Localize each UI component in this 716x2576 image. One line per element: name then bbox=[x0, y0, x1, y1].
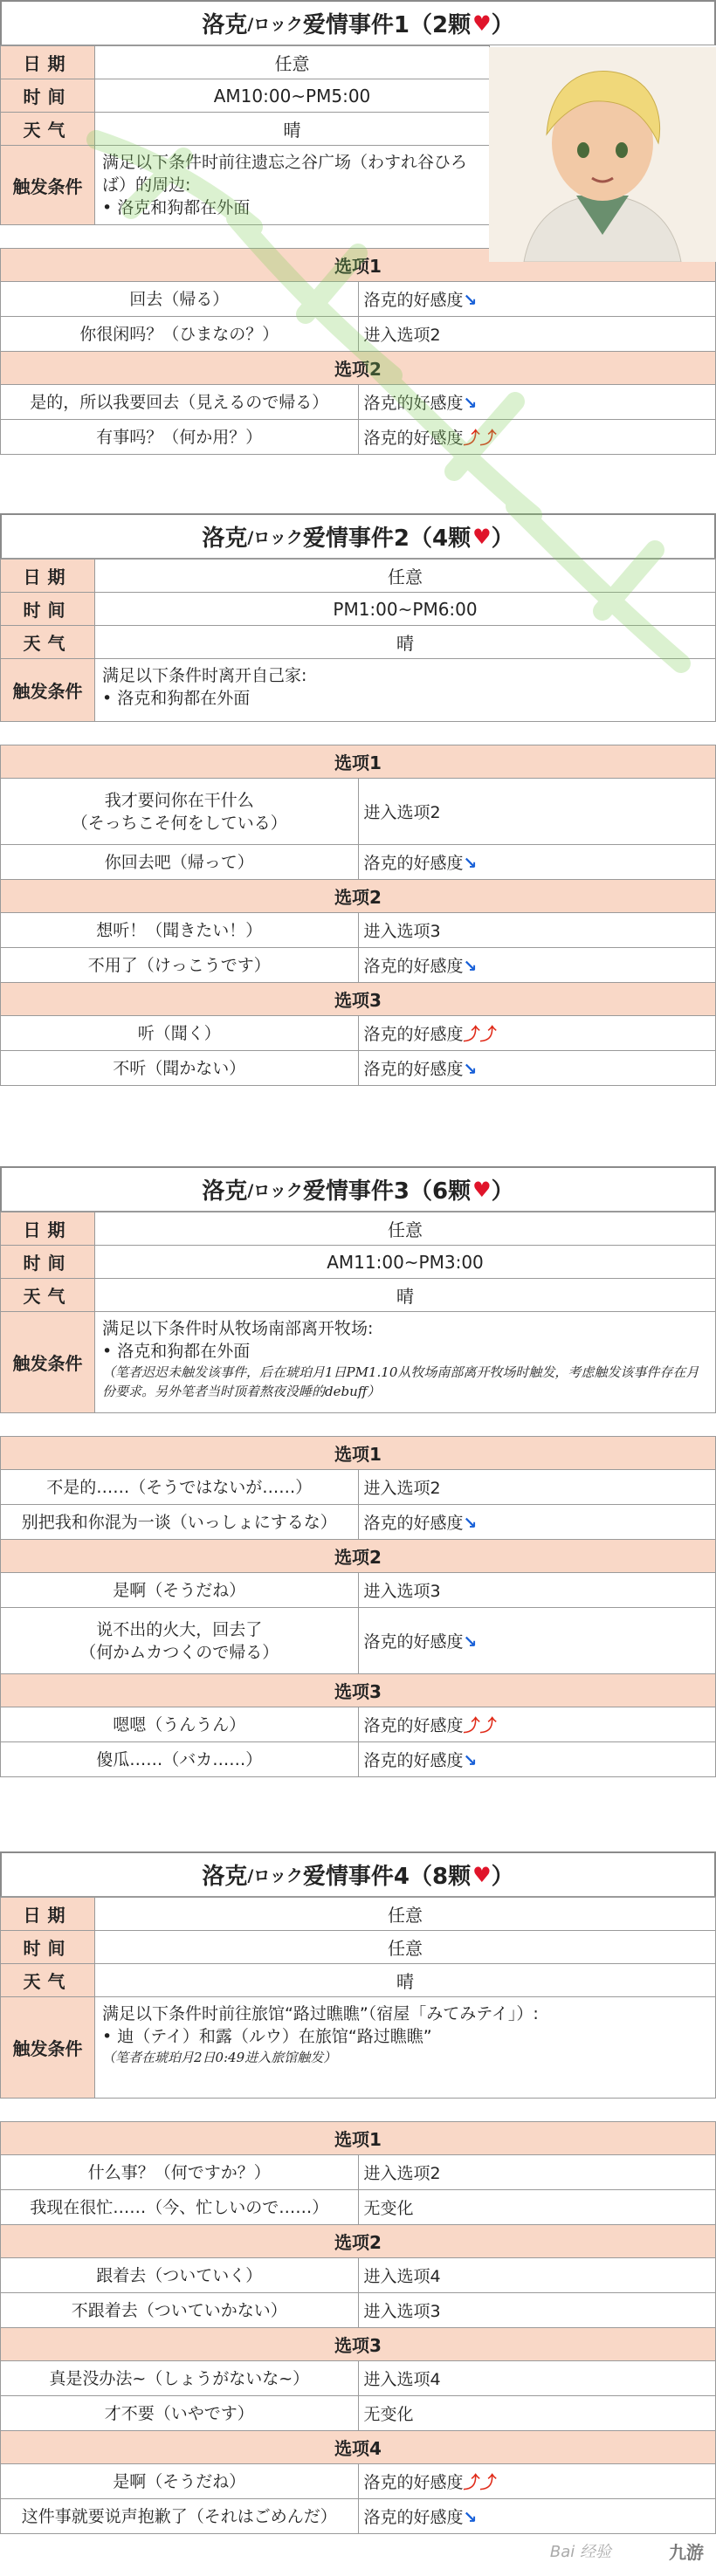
choice-line: 才不要（いやです） bbox=[104, 2403, 254, 2423]
choice-line: 你很闲吗？（ひまなの？） bbox=[79, 324, 279, 344]
event4-options-table bbox=[0, 2121, 716, 2534]
jiuyou-logo: 九游 bbox=[669, 2542, 704, 2563]
choice-line: 是啊（そうだね） bbox=[113, 2471, 246, 2491]
trigger-value bbox=[95, 146, 490, 225]
option-choice bbox=[1, 913, 359, 948]
option-group-header bbox=[1, 2328, 716, 2361]
choice-line: 说不出的火大，回去了 bbox=[96, 1619, 263, 1639]
option-choice bbox=[1, 2190, 359, 2225]
result-text: 进入选项4 bbox=[363, 2370, 441, 2389]
affection-up-icon: ⤴⤴ bbox=[463, 1025, 497, 1044]
option-result bbox=[358, 1608, 716, 1674]
result-text: 洛克的好感度 bbox=[363, 2508, 464, 2527]
weather-row bbox=[1, 1964, 716, 1997]
time-label: 时间 bbox=[1, 593, 95, 626]
option-choice bbox=[1, 2464, 359, 2499]
choice-line: 嗯嗯（うんうん） bbox=[113, 1714, 246, 1735]
choice-line: 想听！（聞きたい！） bbox=[96, 920, 263, 940]
title-rest: 爱情事件2（4颗 bbox=[302, 526, 472, 552]
affection-down-icon: ↘ bbox=[463, 1751, 478, 1770]
option-choice bbox=[1, 1608, 359, 1674]
option-result bbox=[358, 1742, 716, 1777]
option-choice bbox=[1, 845, 359, 880]
time-value: 任意 bbox=[95, 1931, 716, 1964]
option-result bbox=[358, 1505, 716, 1540]
option-group-header bbox=[1, 352, 716, 385]
result-text: 进入选项2 bbox=[363, 326, 441, 345]
affection-down-icon: ↘ bbox=[463, 1514, 478, 1533]
trigger-label: 触发条件 bbox=[1, 1312, 95, 1413]
choice-line: 是啊（そうだね） bbox=[113, 1580, 246, 1600]
option-group-header bbox=[1, 1437, 716, 1470]
title-rest: 爱情事件3（6颗 bbox=[302, 1178, 472, 1205]
option-result bbox=[358, 2293, 716, 2328]
option-result bbox=[358, 385, 716, 420]
choice-line: 什么事？（何ですか？） bbox=[87, 2162, 271, 2182]
title-close: ） bbox=[491, 12, 514, 38]
option-header-cell: 选项2 bbox=[1, 1540, 716, 1573]
result-text: 进入选项2 bbox=[363, 2164, 441, 2183]
choice-line: 不是的……（そうではないが……） bbox=[46, 1477, 313, 1497]
option-row bbox=[1, 2464, 716, 2499]
trigger-value bbox=[95, 659, 716, 722]
event2-title bbox=[0, 513, 716, 559]
trigger-value bbox=[95, 1312, 716, 1413]
option-choice bbox=[1, 420, 359, 455]
weather-value: 晴 bbox=[95, 113, 490, 146]
option-row bbox=[1, 1051, 716, 1086]
option-row bbox=[1, 1742, 716, 1777]
option-row bbox=[1, 1016, 716, 1051]
option-result bbox=[358, 1470, 716, 1505]
option-row bbox=[1, 420, 716, 455]
option-header-cell: 选项1 bbox=[1, 249, 716, 282]
date-label: 日期 bbox=[1, 46, 95, 79]
event3-section bbox=[0, 1166, 716, 1777]
option-result bbox=[358, 2464, 716, 2499]
weather-row bbox=[1, 1279, 716, 1312]
rock-portrait bbox=[489, 47, 716, 262]
title-kana: /ロック bbox=[247, 1181, 303, 1200]
title-close: ） bbox=[491, 526, 514, 552]
affection-up-icon: ⤴⤴ bbox=[463, 429, 497, 448]
trigger-row bbox=[1, 1312, 716, 1413]
title-close: ） bbox=[491, 1178, 514, 1205]
option-header-cell: 选项1 bbox=[1, 1437, 716, 1470]
option-result bbox=[358, 317, 716, 352]
event4-title bbox=[0, 1851, 716, 1897]
date-value: 任意 bbox=[95, 1212, 716, 1246]
trigger-line2: • 迪（テイ）和露（ルウ）在旅馆“路过瞧瞧” bbox=[102, 2027, 432, 2046]
title-kana: /ロック bbox=[247, 528, 303, 547]
event1-info-table bbox=[0, 45, 490, 225]
option-group-header bbox=[1, 1674, 716, 1707]
event3-info-table bbox=[0, 1212, 716, 1413]
trigger-row bbox=[1, 146, 490, 225]
option-result bbox=[358, 779, 716, 845]
date-value: 任意 bbox=[95, 560, 716, 593]
option-result bbox=[358, 2396, 716, 2431]
affection-down-icon: ↘ bbox=[463, 854, 478, 873]
trigger-row bbox=[1, 659, 716, 722]
time-row bbox=[1, 1246, 716, 1279]
option-header-cell: 选项4 bbox=[1, 2431, 716, 2464]
option-result bbox=[358, 1051, 716, 1086]
option-result bbox=[358, 2499, 716, 2534]
affection-up-icon: ⤴⤴ bbox=[463, 1716, 497, 1735]
choice-line: 真是没办法~（しょうがないな~） bbox=[49, 2368, 310, 2388]
trigger-value bbox=[95, 1997, 716, 2099]
time-label: 时间 bbox=[1, 1931, 95, 1964]
title-rest: 爱情事件1（2颗 bbox=[302, 12, 472, 38]
option-choice bbox=[1, 385, 359, 420]
option-row bbox=[1, 385, 716, 420]
choice-line: 你回去吧（帰って） bbox=[104, 852, 254, 872]
title-kana: /ロック bbox=[247, 1866, 303, 1886]
choice-line: 傻瓜……（バカ……） bbox=[96, 1749, 263, 1769]
option-result bbox=[358, 2155, 716, 2190]
choice-line: 有事吗？（何か用？） bbox=[96, 427, 263, 447]
affection-down-icon: ↘ bbox=[463, 394, 478, 413]
result-text: 无变化 bbox=[363, 2405, 414, 2424]
weather-label: 天气 bbox=[1, 1964, 95, 1997]
title-kana: /ロック bbox=[247, 15, 303, 34]
option-row bbox=[1, 1470, 716, 1505]
option-row bbox=[1, 1608, 716, 1674]
date-row bbox=[1, 46, 490, 79]
result-text: 洛克的好感度 bbox=[363, 854, 464, 873]
time-row bbox=[1, 1931, 716, 1964]
trigger-line1: 满足以下条件时从牧场南部离开牧场: bbox=[102, 1319, 374, 1338]
choice-line: 不听（聞かない） bbox=[113, 1058, 246, 1078]
time-value: AM11:00~PM3:00 bbox=[95, 1246, 716, 1279]
choice-line: 跟着去（ついていく） bbox=[96, 2265, 263, 2285]
option-row bbox=[1, 2155, 716, 2190]
option-row bbox=[1, 2499, 716, 2534]
date-row bbox=[1, 560, 716, 593]
option-row bbox=[1, 2190, 716, 2225]
option-group-header bbox=[1, 2122, 716, 2155]
option-header-cell: 选项3 bbox=[1, 1674, 716, 1707]
affection-down-icon: ↘ bbox=[463, 2508, 478, 2527]
event3-options-table bbox=[0, 1436, 716, 1777]
result-text: 洛克的好感度 bbox=[363, 957, 464, 976]
option-header-cell: 选项3 bbox=[1, 983, 716, 1016]
result-text: 洛克的好感度 bbox=[363, 2473, 464, 2492]
choice-line: 是的，所以我要回去（見えるので帰る） bbox=[30, 392, 329, 412]
trigger-line2: • 洛克和狗都在外面 bbox=[102, 1342, 251, 1361]
choice-line: 不跟着去（ついていかない） bbox=[71, 2300, 287, 2320]
event2-options-table bbox=[0, 745, 716, 1086]
section-gap bbox=[0, 2099, 716, 2121]
option-row bbox=[1, 2361, 716, 2396]
date-row bbox=[1, 1898, 716, 1931]
event1-title bbox=[0, 0, 716, 45]
option-row bbox=[1, 2258, 716, 2293]
option-result bbox=[358, 420, 716, 455]
result-text: 洛克的好感度 bbox=[363, 1514, 464, 1533]
trigger-note: （笔者在琥珀月2日0:49进入旅馆触发） bbox=[102, 2050, 337, 2065]
option-result bbox=[358, 2258, 716, 2293]
option-row bbox=[1, 1505, 716, 1540]
section-gap bbox=[0, 1413, 716, 1436]
option-header-cell: 选项1 bbox=[1, 2122, 716, 2155]
option-row bbox=[1, 948, 716, 983]
option-group-header bbox=[1, 880, 716, 913]
option-result bbox=[358, 913, 716, 948]
result-text: 进入选项4 bbox=[363, 2267, 441, 2286]
option-choice bbox=[1, 1051, 359, 1086]
trigger-label: 触发条件 bbox=[1, 659, 95, 722]
affection-down-icon: ↘ bbox=[463, 1060, 478, 1079]
affection-down-icon: ↘ bbox=[463, 957, 478, 976]
option-header-cell: 选项2 bbox=[1, 352, 716, 385]
weather-label: 天气 bbox=[1, 1279, 95, 1312]
option-result bbox=[358, 948, 716, 983]
choice-line: 我现在很忙……（今、忙しいので……） bbox=[30, 2197, 329, 2217]
result-text: 进入选项3 bbox=[363, 922, 441, 941]
option-choice bbox=[1, 779, 359, 845]
option-group-header bbox=[1, 2225, 716, 2258]
title-name: 洛克 bbox=[202, 12, 248, 38]
event2-section bbox=[0, 513, 716, 1086]
date-label: 日期 bbox=[1, 1212, 95, 1246]
option-group-header bbox=[1, 2431, 716, 2464]
result-text: 洛克的好感度 bbox=[363, 1060, 464, 1079]
title-name: 洛克 bbox=[202, 526, 248, 552]
date-value: 任意 bbox=[95, 1898, 716, 1931]
option-choice bbox=[1, 1573, 359, 1608]
choice-line: （何かムカつくので帰る） bbox=[79, 1642, 279, 1662]
option-choice bbox=[1, 1016, 359, 1051]
trigger-line1: 满足以下条件时前往遗忘之谷广场（わすれ谷ひろば）的周边: bbox=[102, 153, 468, 195]
title-name: 洛克 bbox=[202, 1864, 248, 1890]
time-row bbox=[1, 593, 716, 626]
choice-line: 不用了（けっこうです） bbox=[87, 955, 271, 975]
option-result bbox=[358, 845, 716, 880]
option-result bbox=[358, 2190, 716, 2225]
date-row bbox=[1, 1212, 716, 1246]
option-choice bbox=[1, 1742, 359, 1777]
choice-line: 回去（帰る） bbox=[129, 289, 230, 309]
option-choice bbox=[1, 2361, 359, 2396]
option-header-cell: 选项1 bbox=[1, 745, 716, 779]
option-choice bbox=[1, 1470, 359, 1505]
heart-icon: ♥ bbox=[472, 524, 492, 549]
option-row bbox=[1, 317, 716, 352]
weather-label: 天气 bbox=[1, 113, 95, 146]
option-choice bbox=[1, 2155, 359, 2190]
weather-value: 晴 bbox=[95, 1279, 716, 1312]
time-row bbox=[1, 79, 490, 113]
option-group-header bbox=[1, 745, 716, 779]
option-row bbox=[1, 2396, 716, 2431]
trigger-line2: • 洛克和狗都在外面 bbox=[102, 198, 251, 217]
result-text: 进入选项3 bbox=[363, 1582, 441, 1601]
event2-info-table bbox=[0, 559, 716, 722]
trigger-line2: • 洛克和狗都在外面 bbox=[102, 689, 251, 708]
option-choice bbox=[1, 317, 359, 352]
weather-value: 晴 bbox=[95, 1964, 716, 1997]
baidu-watermark: Bai 经验 bbox=[549, 2543, 611, 2561]
affection-down-icon: ↘ bbox=[463, 1632, 478, 1652]
option-header-cell: 选项2 bbox=[1, 880, 716, 913]
trigger-label: 触发条件 bbox=[1, 1997, 95, 2099]
weather-row bbox=[1, 626, 716, 659]
weather-label: 天气 bbox=[1, 626, 95, 659]
date-label: 日期 bbox=[1, 560, 95, 593]
option-result bbox=[358, 2361, 716, 2396]
result-text: 进入选项2 bbox=[363, 803, 441, 822]
result-text: 进入选项3 bbox=[363, 2302, 441, 2321]
trigger-row bbox=[1, 1997, 716, 2099]
event4-info-table bbox=[0, 1897, 716, 2099]
result-text: 洛克的好感度 bbox=[363, 1751, 464, 1770]
trigger-label: 触发条件 bbox=[1, 146, 95, 225]
time-label: 时间 bbox=[1, 1246, 95, 1279]
option-choice bbox=[1, 2293, 359, 2328]
choice-line: （そっちこそ何をしている） bbox=[71, 813, 287, 833]
option-result bbox=[358, 1707, 716, 1742]
option-choice bbox=[1, 948, 359, 983]
result-text: 洛克的好感度 bbox=[363, 394, 464, 413]
option-group-header bbox=[1, 1540, 716, 1573]
trigger-line1: 满足以下条件时离开自己家: bbox=[102, 666, 307, 685]
time-label: 时间 bbox=[1, 79, 95, 113]
option-choice bbox=[1, 1707, 359, 1742]
result-text: 洛克的好感度 bbox=[363, 1025, 464, 1044]
result-text: 洛克的好感度 bbox=[363, 1632, 464, 1652]
event1-options-table bbox=[0, 248, 716, 455]
result-text: 洛克的好感度 bbox=[363, 429, 464, 448]
weather-value: 晴 bbox=[95, 626, 716, 659]
option-row bbox=[1, 1707, 716, 1742]
option-choice bbox=[1, 1505, 359, 1540]
option-choice bbox=[1, 282, 359, 317]
affection-up-icon: ⤴⤴ bbox=[463, 2473, 497, 2492]
title-close: ） bbox=[491, 1864, 514, 1890]
event3-title bbox=[0, 1166, 716, 1212]
title-rest: 爱情事件4（8颗 bbox=[302, 1864, 472, 1890]
event4-section bbox=[0, 1851, 716, 2534]
choice-line: 别把我和你混为一谈（いっしょにするな） bbox=[21, 1512, 337, 1532]
option-choice bbox=[1, 2499, 359, 2534]
result-text: 无变化 bbox=[363, 2199, 414, 2218]
option-row bbox=[1, 282, 716, 317]
weather-row bbox=[1, 113, 490, 146]
result-text: 洛克的好感度 bbox=[363, 291, 464, 310]
affection-down-icon: ↘ bbox=[463, 291, 478, 310]
option-row bbox=[1, 845, 716, 880]
heart-icon: ♥ bbox=[472, 1177, 492, 1202]
option-row bbox=[1, 913, 716, 948]
option-result bbox=[358, 282, 716, 317]
option-choice bbox=[1, 2258, 359, 2293]
trigger-note: （笔者迟迟未触发该事件，后在琥珀月1日PM1.10从牧场南部离开牧场时触发，考虑触发该事件存在月份要求。另外笔者当时顶着熬夜没睡的debuff） bbox=[102, 1364, 699, 1399]
choice-line: 听（聞く） bbox=[137, 1023, 221, 1043]
result-text: 洛克的好感度 bbox=[363, 1716, 464, 1735]
option-row bbox=[1, 779, 716, 845]
time-value: PM1:00~PM6:00 bbox=[95, 593, 716, 626]
trigger-line1: 满足以下条件时前往旅馆“路过瞧瞧”（宿屋「みてみテイ」）: bbox=[102, 2004, 539, 2023]
time-value: AM10:00~PM5:00 bbox=[95, 79, 490, 113]
option-header-cell: 选项2 bbox=[1, 2225, 716, 2258]
heart-icon: ♥ bbox=[472, 1862, 492, 1887]
heart-icon: ♥ bbox=[472, 10, 492, 36]
choice-line: 我才要问你在干什么 bbox=[104, 790, 254, 810]
option-row bbox=[1, 2293, 716, 2328]
option-header-cell: 选项3 bbox=[1, 2328, 716, 2361]
date-value: 任意 bbox=[95, 46, 490, 79]
option-row bbox=[1, 1573, 716, 1608]
date-label: 日期 bbox=[1, 1898, 95, 1931]
section-gap bbox=[0, 722, 716, 745]
option-group-header bbox=[1, 983, 716, 1016]
result-text: 进入选项2 bbox=[363, 1479, 441, 1498]
title-name: 洛克 bbox=[202, 1178, 248, 1205]
option-result bbox=[358, 1016, 716, 1051]
option-choice bbox=[1, 2396, 359, 2431]
choice-line: 这件事就要说声抱歉了（それはごめんだ） bbox=[21, 2506, 337, 2526]
option-result bbox=[358, 1573, 716, 1608]
